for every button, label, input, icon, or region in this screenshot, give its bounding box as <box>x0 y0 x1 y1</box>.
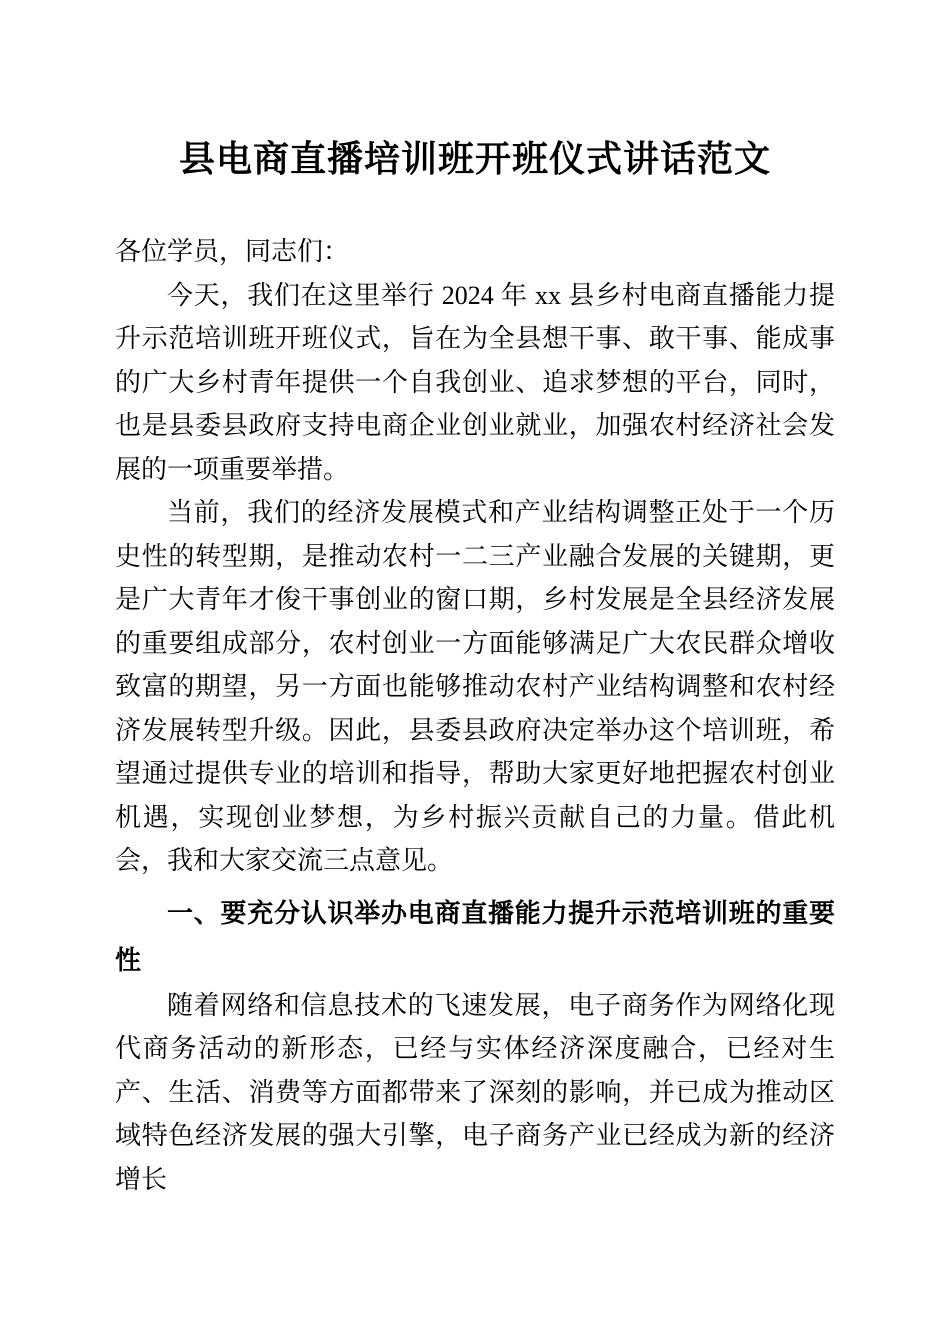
paragraph-context: 当前，我们的经济发展模式和产业结构调整正处于一个历史性的转型期，是推动农村一二三产业融合发展的关键期，更是广大青年才俊干事创业的窗口期，乡村发展是全县经济发展的重要组成部分，农村创业一方面能够满足广大农民群众增收致富的期望，另一方面也能够推动农村产业结构调整和农村经济发展转型升级。因此，县委县政府决定举办这个培训班，希望通过提供专业的培训和指导，帮助大家更好地把握农村创业机遇，实现创业梦想，为乡村振兴贡献自己的力量。借此机会，我和大家交流三点意见。 <box>115 498 835 875</box>
salutation-line: 各位学员，同志们： <box>115 237 350 266</box>
document-title: 县电商直播培训班开班仪式讲话范文 <box>178 139 771 179</box>
section-heading-1: 一、要充分认识举办电商直播能力提升示范培训班的重要性 <box>115 897 835 975</box>
paragraph-section1-body: 随着网络和信息技术的飞速发展，电子商务作为网络化现代商务活动的新形态，已经与实体经济深度融合，已经对生产、生活、消费等方面都带来了深刻的影响，并已成为推动区域特色经济发展的强大引擎，电子商务产业已经成为新的经济增长 <box>115 990 835 1194</box>
paragraph-opening: 今天，我们在这里举行 2024 年 xx 县乡村电商直播能力提升示范培训班开班仪式，旨在为全县想干事、敢干事、能成事的广大乡村青年提供一个自我创业、追求梦想的平台，同时，也是县委县政府支持电商企业创业就业，加强农村经济社会发展的一项重要举措。 <box>115 280 835 484</box>
document-content <box>0 134 950 1201</box>
